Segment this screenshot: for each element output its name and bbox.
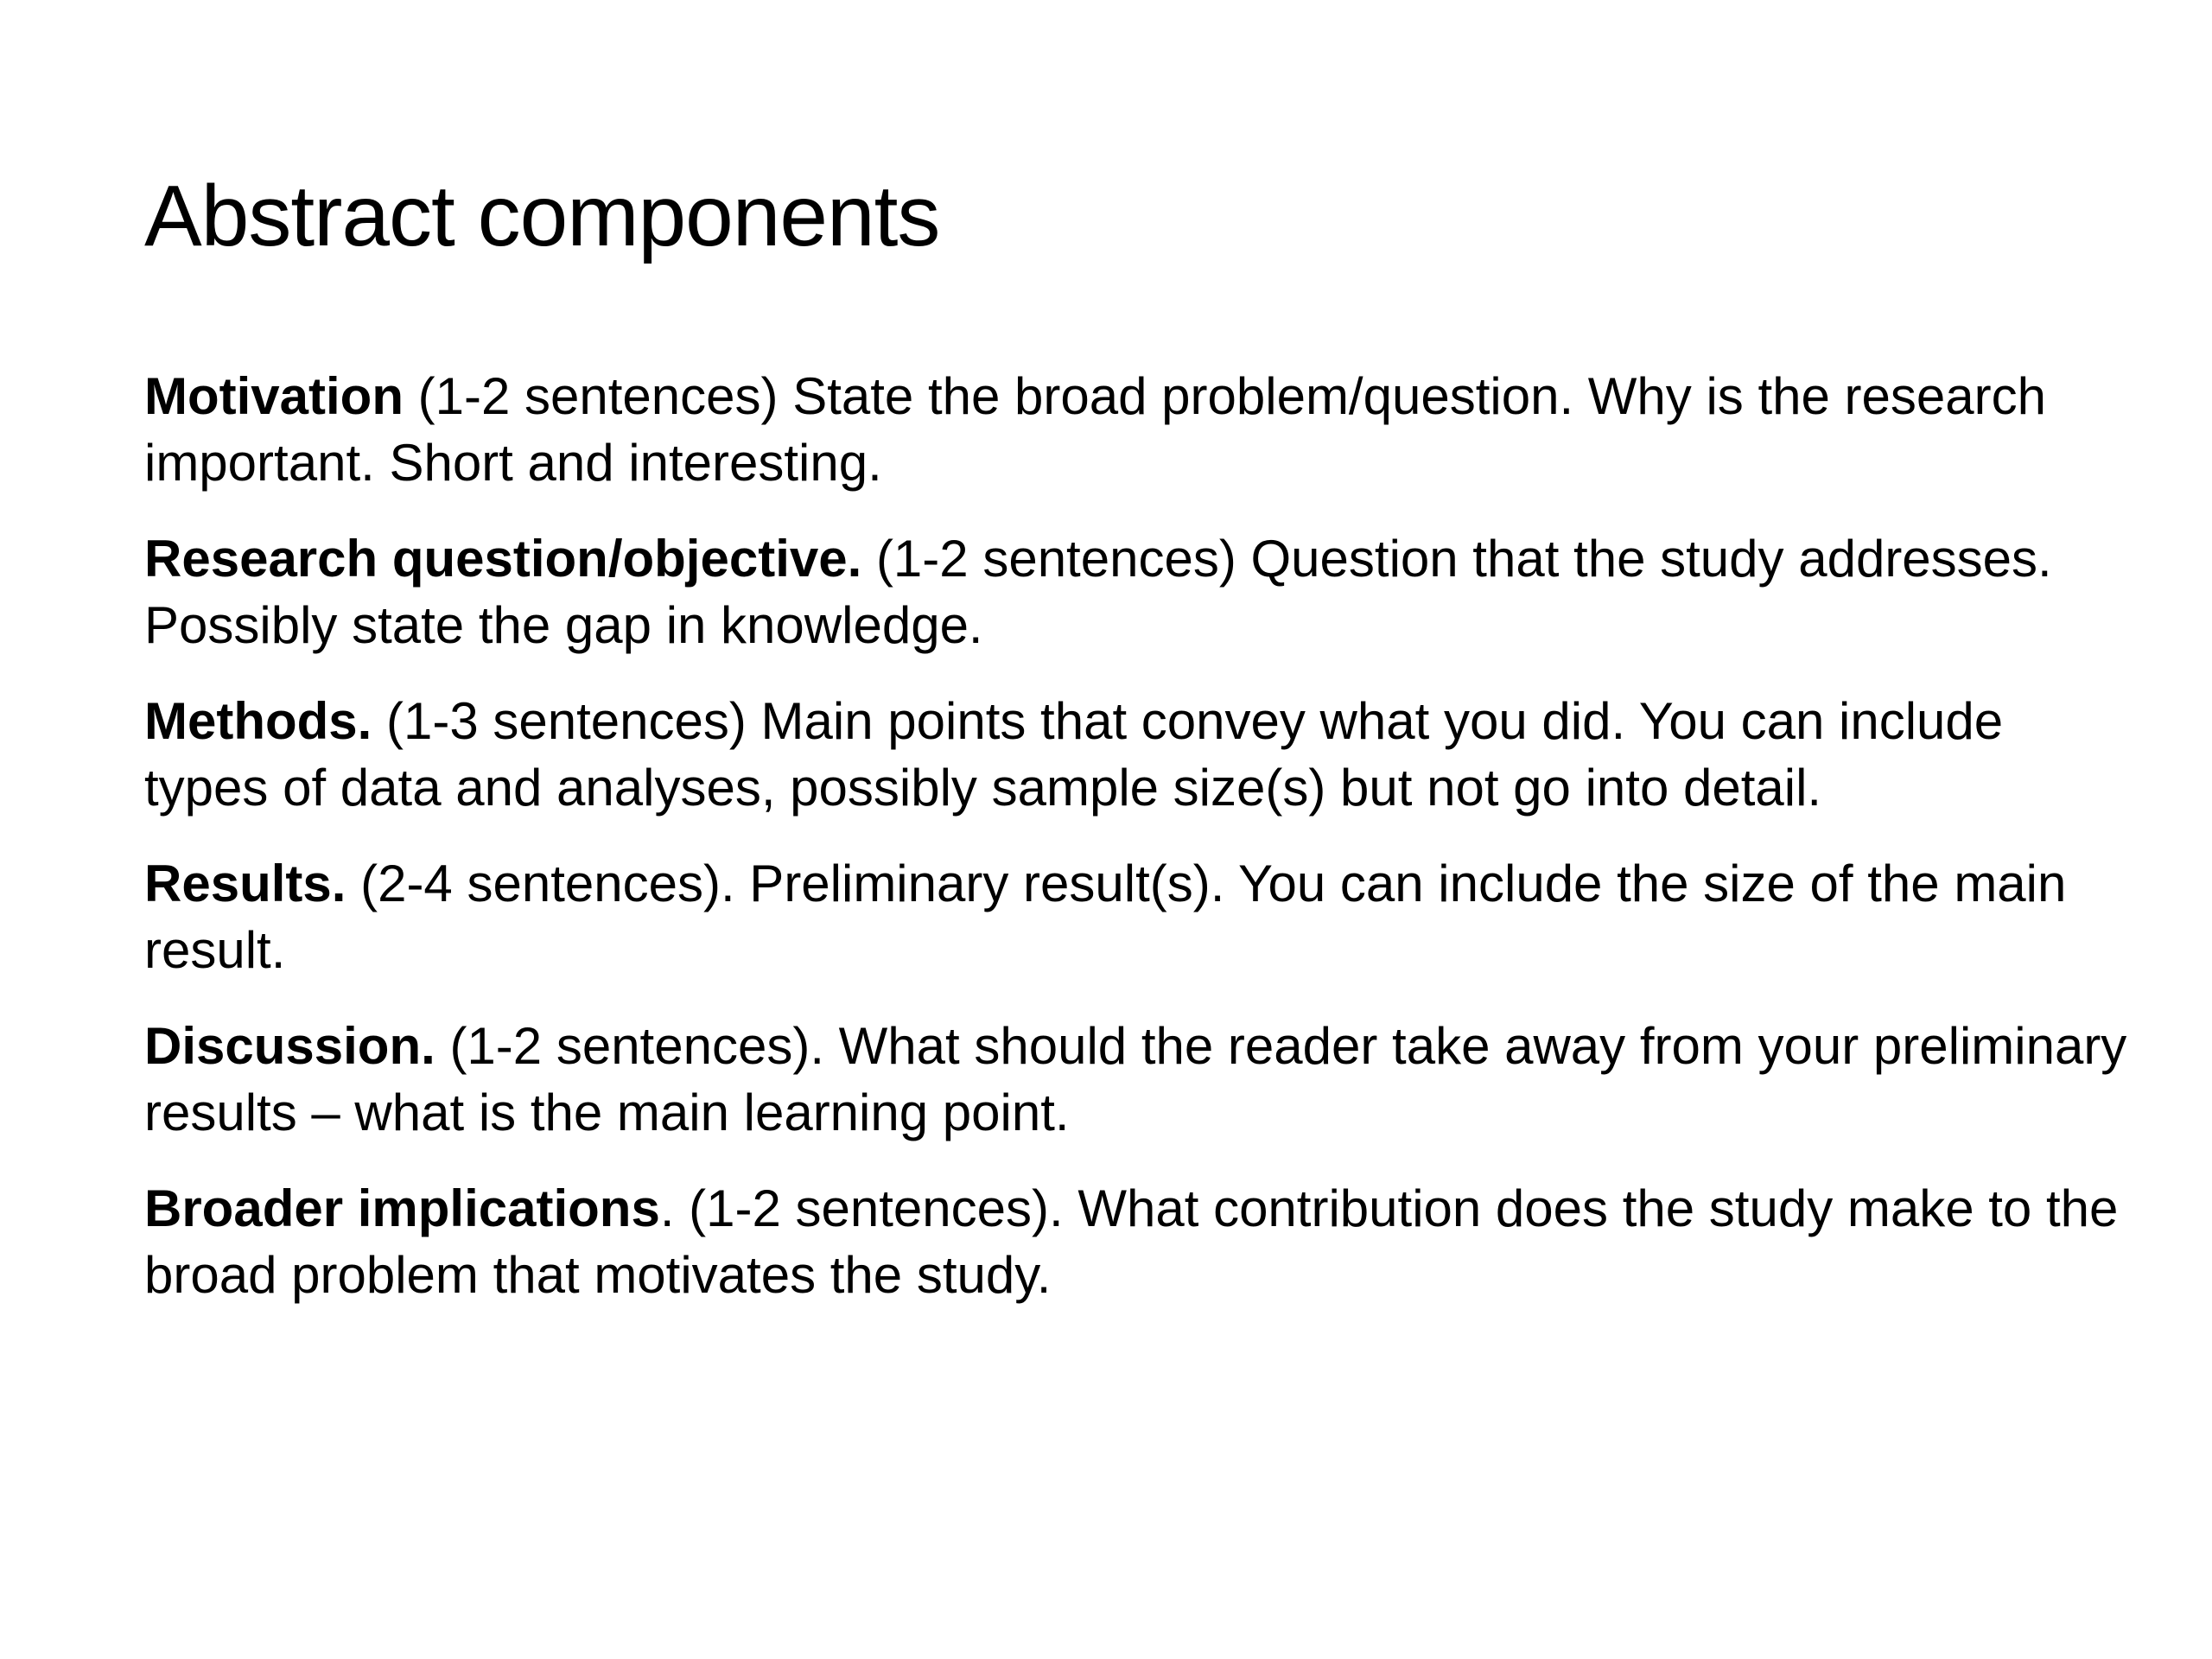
paragraph-lead: Results.: [144, 855, 346, 912]
paragraph-text: (2-4 sentences). Preliminary result(s). You can include the size of the main result.: [144, 855, 2067, 979]
slide-title: Abstract components: [144, 168, 940, 264]
slide-body: [144, 363, 2132, 1338]
paragraph-lead: Broader implications: [144, 1179, 660, 1237]
paragraph-text: (1-2 sentences). What should the reader take away from your preliminary results – what is the main learning point.: [144, 1017, 2127, 1141]
paragraph-lead: Motivation: [144, 367, 404, 425]
paragraph-lead: Discussion.: [144, 1017, 435, 1075]
paragraph-research-question: [144, 525, 2132, 658]
paragraph-text: . (1-2 sentences). What contribution does the study make to the broad problem that motivates the study.: [144, 1179, 2119, 1304]
paragraph-text: (1-2 sentences) Question that the study addresses. Possibly state the gap in knowledge.: [144, 530, 2052, 654]
paragraph-results: [144, 850, 2132, 983]
paragraph-lead: Methods.: [144, 692, 372, 750]
paragraph-methods: [144, 688, 2132, 821]
paragraph-motivation: [144, 363, 2132, 496]
paragraph-broader-implications: [144, 1175, 2132, 1308]
paragraph-text: (1-2 sentences) State the broad problem/question. Why is the research important. Short and interesting.: [144, 367, 2046, 492]
paragraph-discussion: [144, 1013, 2132, 1146]
paragraph-text: (1-3 sentences) Main points that convey what you did. You can include types of data and analyses, possibly sample size(s) but not go into detail.: [144, 692, 2004, 817]
paragraph-lead: Research question/objective.: [144, 530, 862, 588]
